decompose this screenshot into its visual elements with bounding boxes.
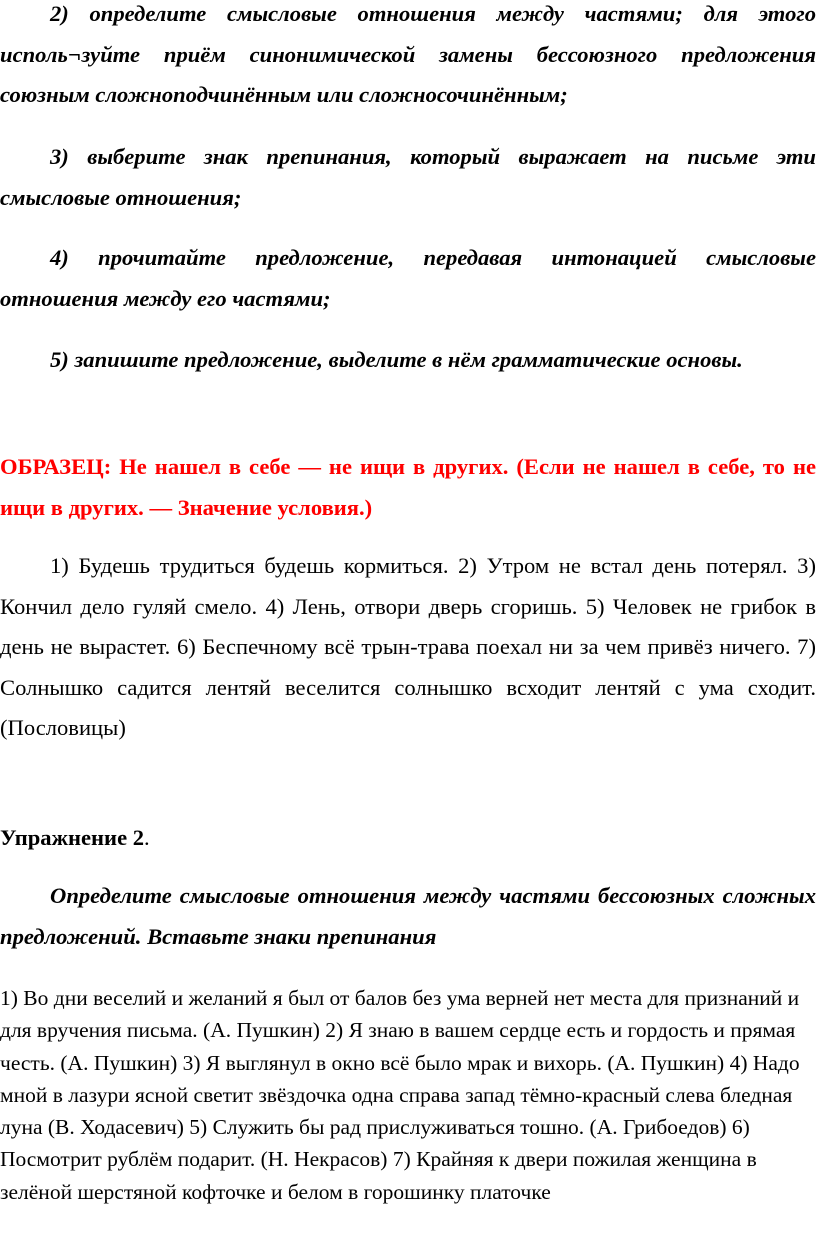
exercise-2-heading — [0, 818, 816, 859]
exercise-2-title: Упражнение 2 — [0, 825, 145, 850]
instruction-step-2: 2) определите смысловые отношения между частями; для этого исполь¬зуйте приём синонимической замены бессоюзного предложения союзным сложноподчинённым или сложносочинённым; — [0, 1, 816, 107]
instruction-step-3: 3) выберите знак препинания, который выражает на письме эти смысловые отношения; — [0, 144, 816, 210]
exercise-2-title-period: . — [144, 825, 150, 850]
exercise-2-task: Определите смысловые отношения между частями бессоюзных сложных предложений. Вставьте знаки препинания — [0, 883, 816, 949]
sample-example: ОБРАЗЕЦ: Не нашел в себе — не ищи в других. (Если не нашел в себе, то не ищи в других. — Значение условия.) — [0, 454, 816, 520]
exercise-1-text: 1) Будешь трудиться будешь кормиться. 2) Утром не встал день потерял. 3) Кончил дело гуляй смело. 4) Лень, отвори дверь сгоришь. 5) Человек не грибок в день не вырастет. 6) Беспечному всё трын-трава поехал ни за чем привёз ничего. 7) Солнышко садится лентяй веселится солнышко всходит лентяй с ума сходит. (Пословицы) — [0, 553, 816, 740]
instruction-step-5: 5) запишите предложение, выделите в нём грамматические основы. — [50, 347, 743, 372]
instruction-step-4: 4) прочитайте предложение, передавая интонацией смысловые отношения между его частями; — [0, 245, 816, 311]
exercise-2-text: 1) Во дни веселий и желаний я был от балов без ума верней нет места для признаний и для вручения письма. (А. Пушкин) 2) Я знаю в вашем сердце есть и гордость и прямая честь. (А. Пушкин) 3) Я выглянул в окно всё было мрак и вихорь. (А. Пушкин) 4) Надо мной в лазури ясной светит звёздочка одна справа запад тёмно-красный слева бледная луна (В. Ходасевич) 5) Служить бы рад прислуживаться тошно. (А. Грибоедов) 6) Посмотрит рублём подарит. (Н. Некрасов) 7) Крайняя к двери пожилая женщина в зелёной шерстяной кофточке и белом в горошинку платочке — [0, 986, 800, 1204]
